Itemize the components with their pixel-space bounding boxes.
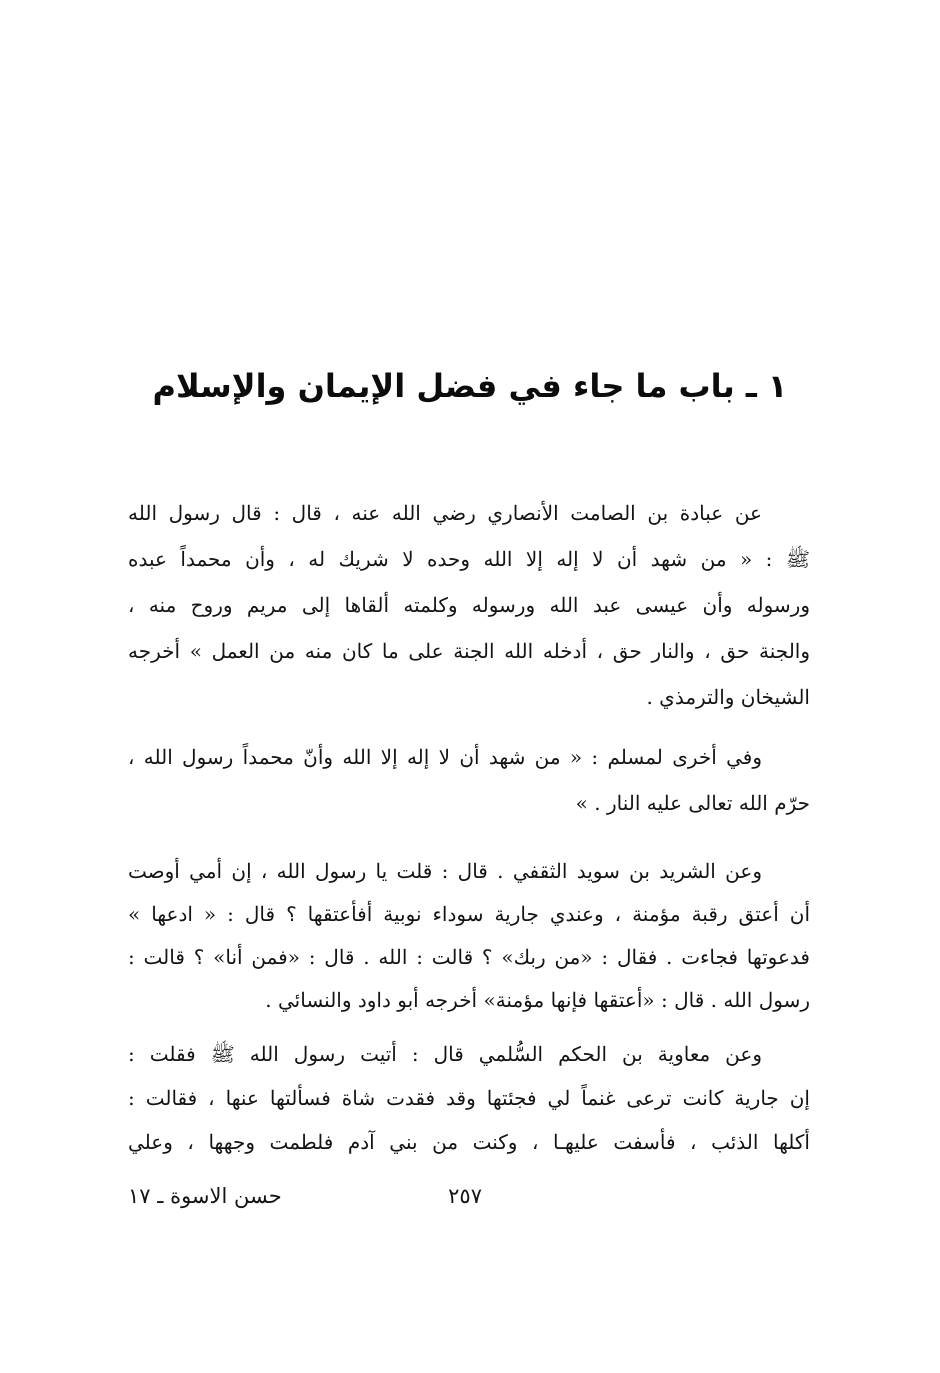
chapter-heading: ١ ـ باب ما جاء في فضل الإيمان والإسلام xyxy=(152,367,788,405)
text-line: فدعوتها فجاءت . فقال : «من ربك» ؟ قالت : الله . قال : «فمن أنا» ؟ قالت : xyxy=(128,945,810,969)
text-line: وعن الشريد بن سويد الثقفي . قال : قلت يا رسول الله ، إن أمي أوصت xyxy=(128,859,762,883)
paragraph-muslim-narration xyxy=(128,734,810,826)
text-line: وعن معاوية بن الحكم السُّلمي قال : أتيت رسول الله ﷺ فقلت : xyxy=(128,1042,762,1066)
text-line: إن جارية كانت ترعى غنماً لي فجئتها وقد فقدت شاة فسألتها عنها ، فقالت : xyxy=(128,1086,810,1110)
text-line: والجنة حق ، والنار حق ، أدخله الله الجنة على ما كان منه من العمل » أخرجه xyxy=(128,639,810,663)
text-line: رسول الله . قال : «أعتقها فإنها مؤمنة» أخرجه أبو داود والنسائي . xyxy=(265,988,810,1012)
paragraph-ubada-hadith xyxy=(128,490,810,720)
text-line: ورسوله وأن عيسى عبد الله ورسوله وكلمته ألقاها إلى مريم وروح منه ، xyxy=(128,593,810,617)
text-line: أكلها الذئب ، فأسفت عليهـا ، وكنت من بني آدم فلطمت وجهها ، وعلي xyxy=(128,1130,810,1154)
page-number: ٢٥٧ xyxy=(448,1184,482,1208)
text-line: حرّم الله تعالى عليه النار . » xyxy=(575,791,810,815)
paragraph-sharid-hadith xyxy=(128,850,810,1022)
text-line: الشيخان والترمذي . xyxy=(646,685,810,709)
text-line: عن عبادة بن الصامت الأنصاري رضي الله عنه ، قال : قال رسول الله xyxy=(128,501,762,525)
signature-mark: حسن الاسوة ـ ١٧ xyxy=(128,1184,282,1208)
text-line: ﷺ : « من شهد أن لا إله إلا الله وحده لا شريك له ، وأن محمداً عبده xyxy=(128,547,810,571)
text-line: أن أعتق رقبة مؤمنة ، وعندي جارية سوداء نوبية أفأعتقها ؟ قال : « ادعها » xyxy=(128,902,810,926)
text-line: وفي أخرى لمسلم : « من شهد أن لا إله إلا الله وأنّ محمداً رسول الله ، xyxy=(128,745,762,769)
paragraph-muawiya-hadith xyxy=(128,1032,810,1164)
page-footer xyxy=(128,1172,810,1220)
